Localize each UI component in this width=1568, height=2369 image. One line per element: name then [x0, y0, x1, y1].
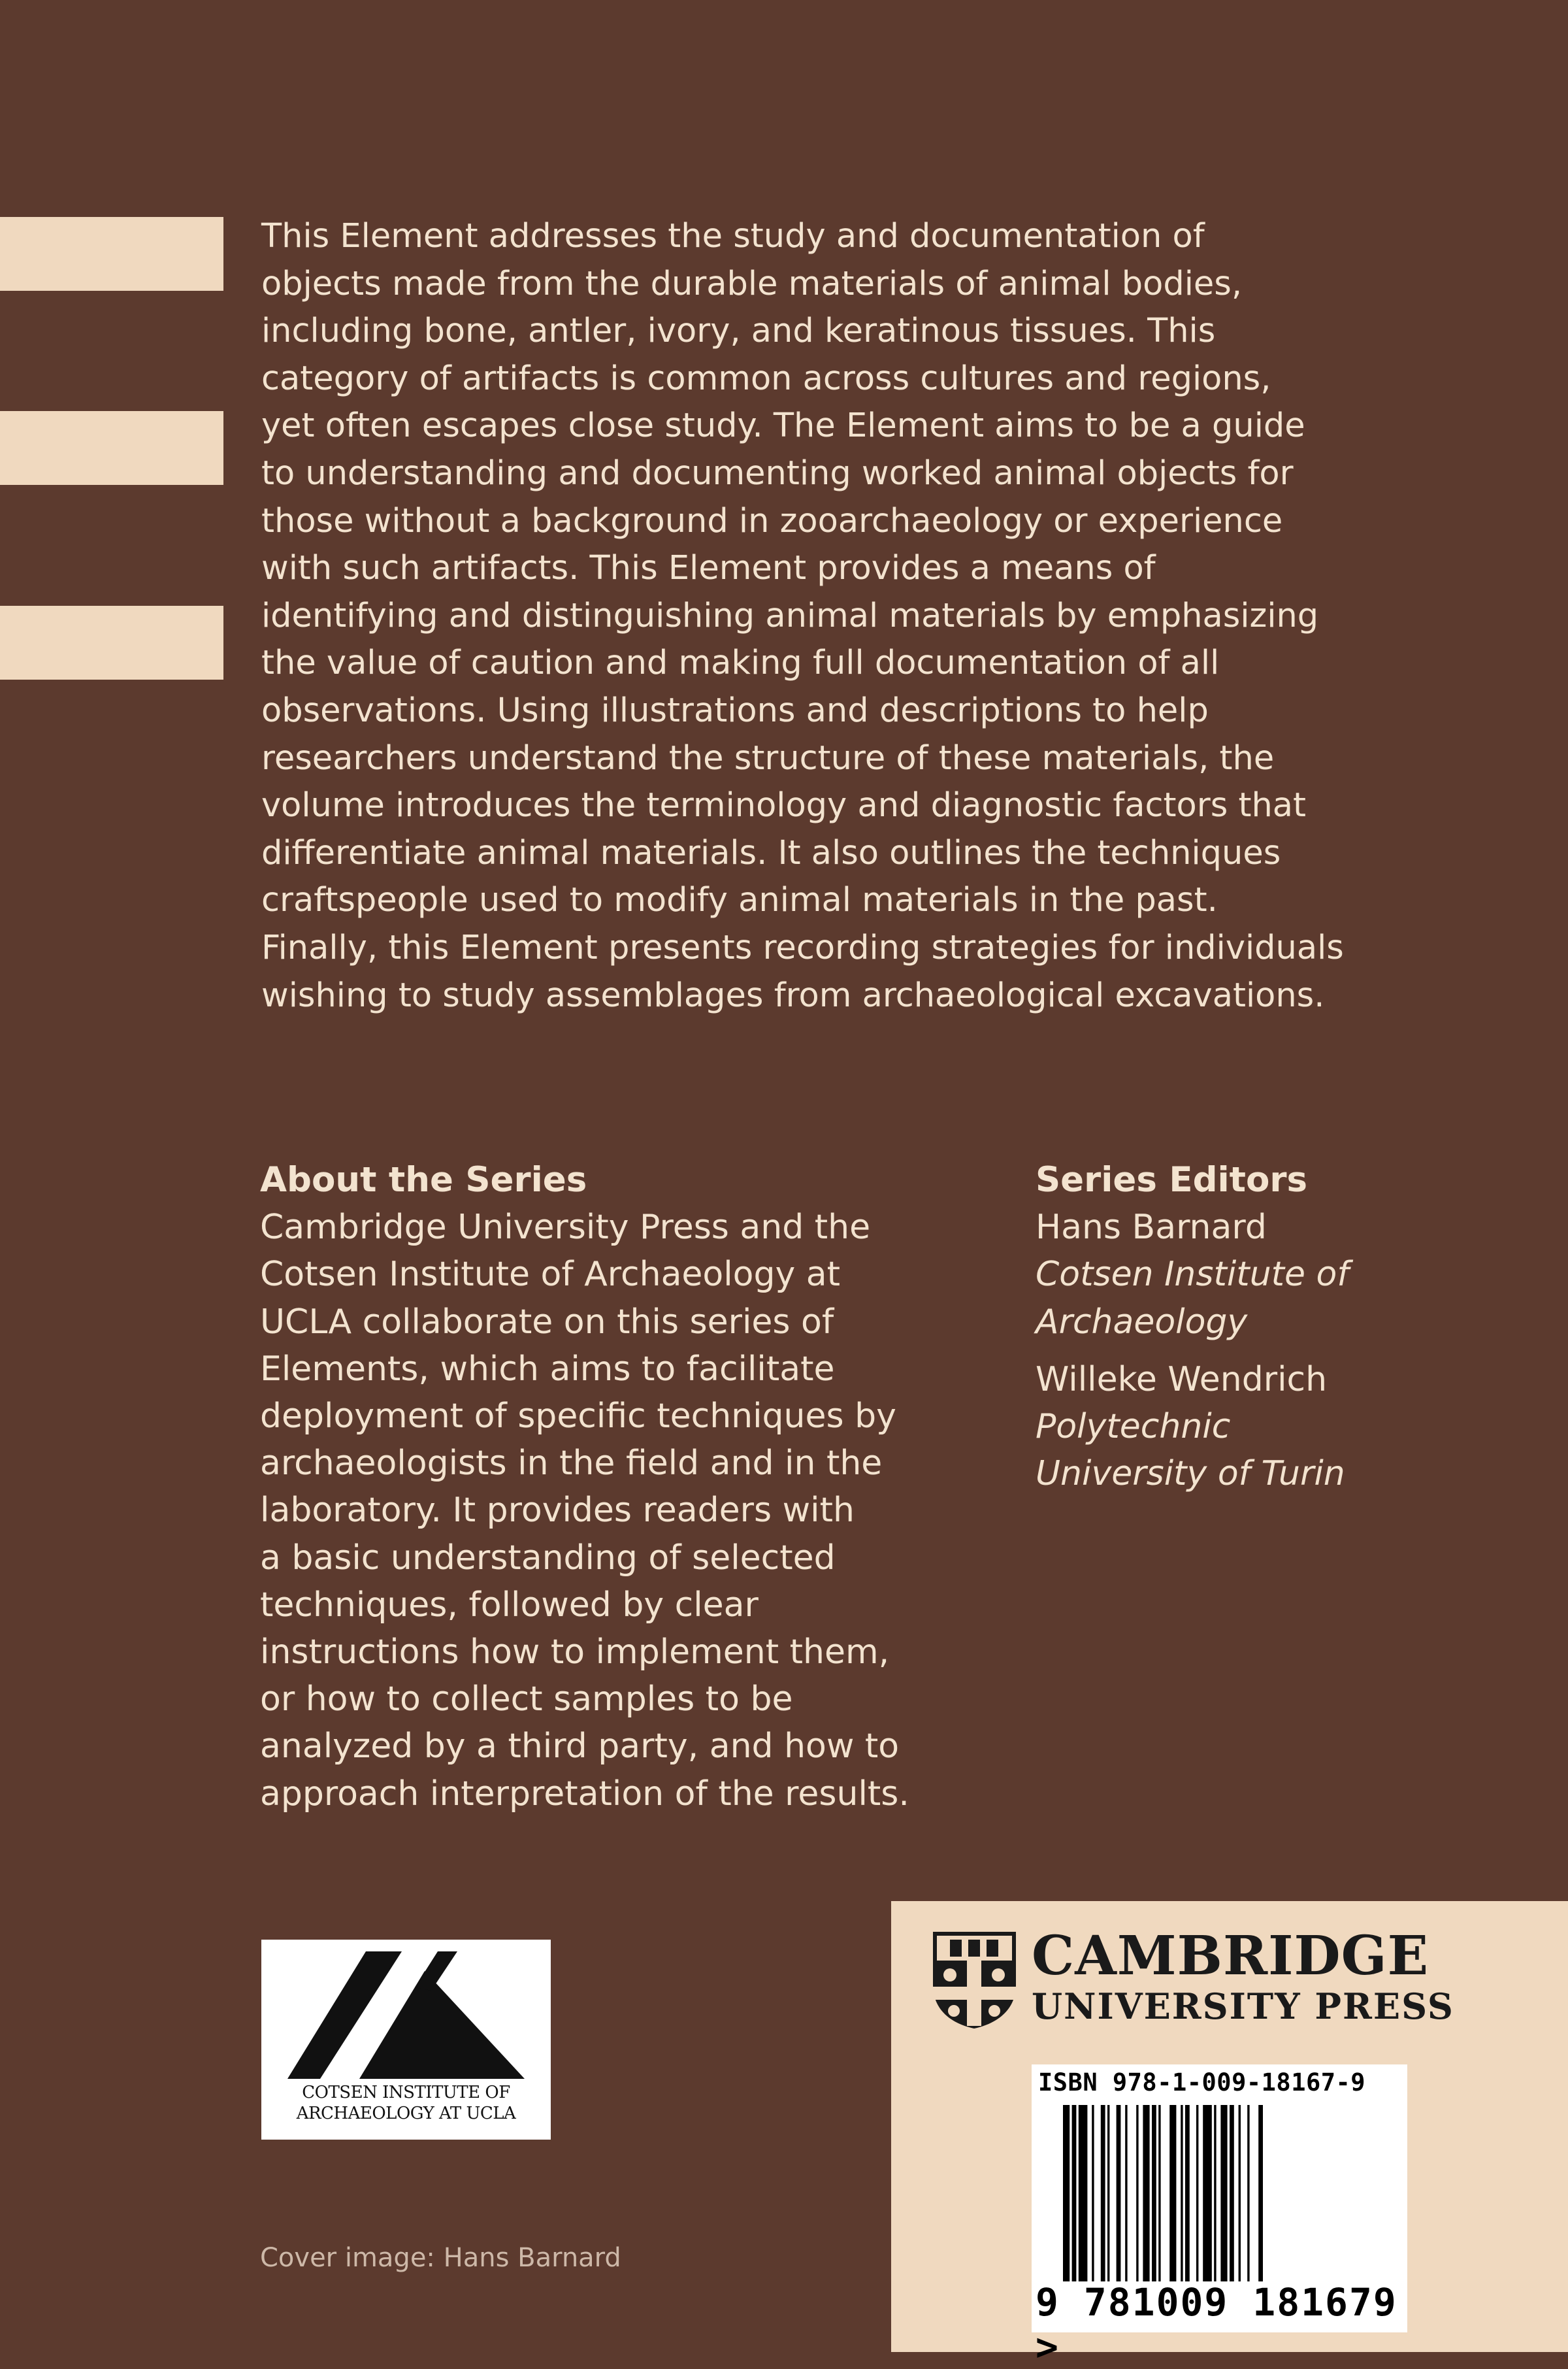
about-line: Elements, which aims to facilitate: [260, 1349, 835, 1389]
about-series-heading: About the Series: [260, 1160, 587, 1200]
blurb-line: volume introduces the terminology and diagnostic factors that: [261, 786, 1307, 825]
about-line: deployment of specific techniques by: [260, 1397, 896, 1436]
about-line: Cotsen Institute of Archaeology at: [260, 1255, 841, 1295]
blurb-line: the value of caution and making full documentation of all: [261, 644, 1220, 683]
blurb-line: category of artifacts is common across cultures and regions,: [261, 359, 1271, 398]
blurb-line: craftspeople used to modify animal materials in the past.: [261, 881, 1218, 920]
cotsen-logo-line: COTSEN INSTITUTE OF: [302, 2083, 510, 2102]
blurb-line: to understanding and documenting worked animal objects for: [261, 454, 1294, 493]
editor-affiliation: Cotsen Institute of: [1036, 1255, 1349, 1295]
publisher-name: [1032, 1926, 1454, 2027]
about-line: Cambridge University Press and the: [260, 1208, 871, 1248]
blurb-line: those without a background in zooarchaeology or experience: [261, 501, 1283, 540]
blurb-line: observations. Using illustrations and descriptions to help: [261, 691, 1209, 730]
about-line: laboratory. It provides readers with: [260, 1491, 855, 1531]
about-line: archaeologists in the field and in the: [260, 1444, 883, 1483]
blurb-line: wishing to study assemblages from archaeological excavations.: [261, 976, 1325, 1015]
editor-name: Hans Barnard: [1036, 1208, 1267, 1248]
cambridge-shield-icon: [930, 1929, 1019, 2030]
barcode-digits: 9 781009 181679 >: [1036, 2280, 1397, 2369]
editor-name: Willeke Wendrich: [1036, 1359, 1328, 1399]
book-blurb: [261, 213, 1437, 1019]
blurb-line: yet often escapes close study. The Element aims to be a guide: [261, 406, 1305, 446]
isbn-barcode: [1032, 2064, 1407, 2369]
about-line: or how to collect samples to be: [260, 1680, 793, 1719]
blurb-line: differentiate animal materials. It also outlines the techniques: [261, 833, 1281, 872]
isbn-label: ISBN 978-1-009-18167-9: [1038, 2068, 1366, 2096]
editor-affiliation: Archaeology: [1036, 1302, 1248, 1342]
editor-entry: [1036, 1204, 1519, 1346]
blurb-line: Finally, this Element presents recording strategies for individuals: [261, 928, 1344, 967]
series-editors-section: [1036, 1157, 1519, 1497]
about-line: a basic understanding of selected: [260, 1538, 836, 1578]
about-line: analyzed by a third party, and how to: [260, 1727, 900, 1766]
cotsen-institute-logo: [261, 1940, 551, 2140]
blurb-line: identifying and distinguishing animal materials by emphasizing: [261, 596, 1319, 635]
about-line: UCLA collaborate on this series of: [260, 1302, 834, 1342]
series-editors-heading: Series Editors: [1036, 1160, 1308, 1200]
editor-entry: [1036, 1356, 1519, 1498]
decorative-bar-3: [0, 606, 223, 680]
blurb-line: including bone, antler, ivory, and keratinous tissues. This: [261, 312, 1216, 351]
decorative-bar-1: [0, 217, 223, 291]
publisher-panel: [891, 1901, 1568, 2369]
publisher-line: UNIVERSITY PRESS: [1032, 1985, 1454, 2027]
about-line: techniques, followed by clear: [260, 1585, 759, 1625]
blurb-line: with such artifacts. This Element provides a means of: [261, 549, 1156, 588]
cotsen-mark-icon: [287, 1951, 525, 2082]
about-series-section: [260, 1157, 985, 1817]
blurb-line: This Element addresses the study and documentation of: [261, 217, 1205, 256]
cotsen-logo-line: ARCHAEOLOGY AT UCLA: [296, 2104, 516, 2123]
publisher-line: CAMBRIDGE: [1032, 1925, 1429, 1987]
barcode-icon: [1063, 2105, 1377, 2281]
decorative-bar-2: [0, 411, 223, 485]
blurb-line: objects made from the durable materials of animal bodies,: [261, 264, 1243, 303]
blurb-line: researchers understand the structure of these materials, the: [261, 738, 1275, 778]
editor-affiliation: Polytechnic: [1036, 1407, 1231, 1447]
about-line: approach interpretation of the results.: [260, 1774, 909, 1814]
about-line: instructions how to implement them,: [260, 1632, 890, 1672]
cover-image-credit: Cover image: Hans Barnard: [260, 2243, 621, 2273]
editor-affiliation: University of Turin: [1036, 1454, 1345, 1494]
